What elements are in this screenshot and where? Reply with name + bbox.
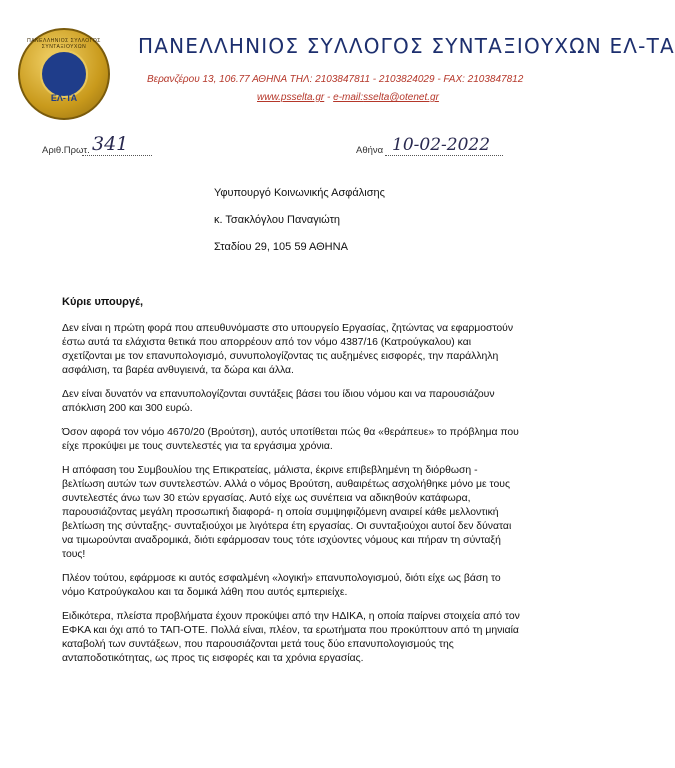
contact-line: Βερανζέρου 13, 106.77 ΑΘΗΝΑ ΤΗΛ: 2103847811 - 2103824029 - FAX: 2103847812	[147, 74, 524, 85]
logo-emblem-icon	[40, 50, 88, 98]
recipient-title: Υφυπουργό Κοινωνικής Ασφάλισης	[214, 187, 385, 199]
email-link[interactable]: sselta@otenet.gr	[363, 92, 439, 103]
website-link[interactable]: www.psselta.gr	[257, 92, 325, 103]
protocol-dotted-line	[82, 155, 152, 156]
body-paragraph: Δεν είναι η πρώτη φορά που απευθυνόμαστε στο υπουργείο Εργασίας, ζητώντας να εφαρμοστούν έστω αυτά τα ελάχιστα θετικά που απορρέουν από τον νόμο 4387/16 (Κατρούγκαλου) και σχετίζονται με τον επανυπολογισμό, συνυπολογίζοντας τις αυξημένες εισφορές, την παράλληλη ασφάλιση, τα βαρέα ανθυγιεινά, τα δώρα και άλλα.	[62, 323, 514, 376]
logo-ring-text: ΠΑΝΕΛΛΗΝΙΟΣ ΣΥΛΛΟΓΟΣ ΣΥΝΤΑΞΙΟΥΧΩΝ	[27, 38, 101, 50]
web-separator: -	[324, 92, 334, 103]
date-dotted-line	[385, 155, 503, 156]
date-value: 10-02-2022	[392, 135, 491, 155]
recipient-address: Σταδίου 29, 105 59 ΑΘΗΝΑ	[214, 241, 348, 253]
letter-body	[62, 322, 522, 676]
email-prefix: e-mail:	[333, 92, 364, 103]
organization-name: ΠΑΝΕΛΛΗΝΙΟΣ ΣΥΛΛΟΓΟΣ ΣΥΝΤΑΞΙΟΥΧΩΝ ΕΛ-ΤΑ	[138, 34, 675, 58]
web-line	[257, 92, 557, 103]
logo-abbreviation: ΕΛ-ΤΑ	[50, 93, 78, 103]
salutation: Κύριε υπουργέ,	[62, 296, 144, 308]
protocol-number: 341	[92, 133, 129, 155]
protocol-label: Αριθ.Πρωτ.	[42, 145, 90, 156]
body-paragraph: Πλέον τούτου, εφάρμοσε κι αυτός εσφαλμένη «λογική» επανυπολογισμού, διότι είχε ως βάση το νόμο Κατρούγκαλου και τα δομικά λάθη που αυτός εμπεριείχε.	[62, 573, 501, 598]
body-paragraph: Ειδικότερα, πλείστα προβλήματα έχουν προκύψει από την ΗΔΙΚΑ, η οποία παίρνει στοιχεία από τον ΕΦΚΑ και όχι από το ΤΑΠ-ΟΤΕ. Πολλά είναι, πλέον, τα ερωτήματα που προκύπτουν από τη μηνιαία καταβολή των συντάξεων, που παρουσιάζονται μετά τους δύο επανυπολογισμούς της ανταποδοτικότητας, ως προς τις εισφορές και τα χρόνια εργασίας.	[62, 611, 520, 664]
recipient-block	[214, 180, 385, 261]
body-paragraph: Δεν είναι δυνατόν να επανυπολογίζονται συντάξεις βάσει του ίδιου νόμου και να παρουσιάζουν απόκλιση 200 και 300 ευρώ.	[62, 389, 495, 414]
body-paragraph: Όσον αφορά τον νόμο 4670/20 (Βρούτση), αυτός υποτίθεται πώς θα «θεράπευε» το πρόβλημα που είχε προκύψει με τους συντελεστές για τα εργάσιμα χρόνια.	[62, 427, 519, 452]
recipient-name: κ. Τσακλόγλου Παναγιώτη	[214, 214, 341, 226]
body-paragraph: Η απόφαση του Συμβουλίου της Επικρατείας, μάλιστα, έκρινε επιβεβλημένη τη διόρθωση - βελτίωση αυτών των συντελεστών. Αλλά ο νόμος Βρούτση, αυθαιρέτως ασχολήθηκε μόνο με τους συντελεστές άνω των 30 ετών εργασίας. Αυτό είχε ως συνέπεια να αδικηθούν κατάφωρα, παρουσιάζοντας μεγάλη προσωπική διαφορά- η οποία συμψηφιζόμενη αναιρεί κάθε μελλοντική βελτίωση της σύνταξης- συνταξιούχοι με λιγότερα έτη εργασίας. Οι συνταξιούχοι αυτοί δεν δύναται να τιμωρούνται αναδρομικά, διότι εφάρμοσαν τους τότε ισχύοντες νόμους και πήραν τη σύνταξή τους!	[62, 465, 512, 560]
date-label: Αθήνα	[356, 145, 384, 156]
association-logo	[18, 28, 110, 120]
